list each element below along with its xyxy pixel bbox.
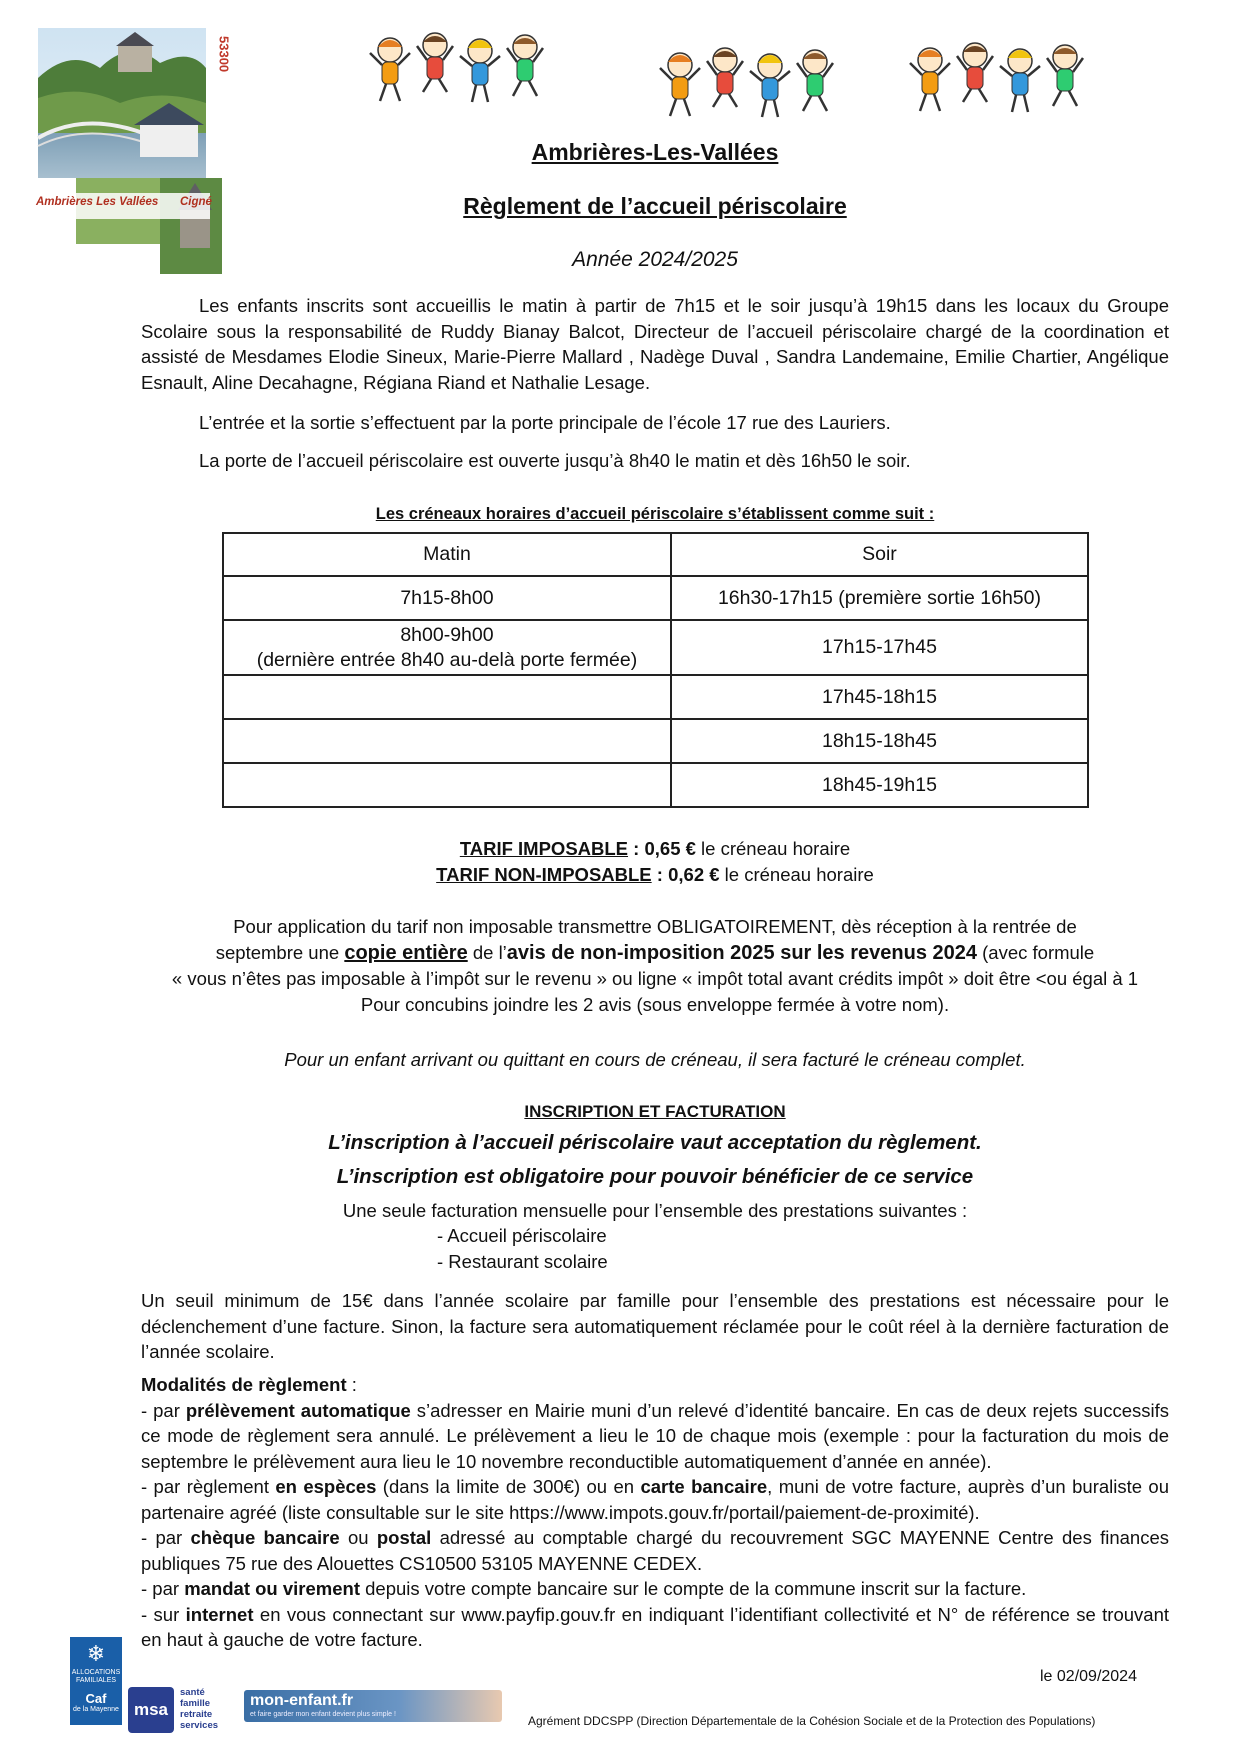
cell-soir-2: 17h15-17h45 (671, 620, 1088, 675)
logo-caption-right: Cigné (180, 196, 212, 208)
tarif-imposable (141, 836, 1169, 862)
modalite-cheque-bold: chèque bancaire (190, 1527, 340, 1548)
msa-logo-text (180, 1687, 218, 1731)
list-item: - Accueil périscolaire (437, 1225, 607, 1246)
caf-text-2: FAMILIALES (75, 1677, 117, 1684)
col-header-soir: Soir (671, 533, 1088, 576)
modalite-carte-bold: carte bancaire (640, 1476, 768, 1497)
intro-paragraph: Les enfants inscrits sont accueillis le matin à partir de 7h15 et le soir jusqu’à 19h15 dans les locaux du Groupe Scolaire sous la responsabilité de Ruddy Bianay Balcot, Directeur de l’accueil périscolaire chargé de la coordination et assisté de Mesdames Elodie Sineux, Marie-Pierre Mallard , Nadège Duval , Sandra Landemaine, Emilie Chartier, Angélique Esnault, Aline Decahagne, Régiana Riand et Nathalie Lesage. (141, 295, 1169, 393)
tarif-imposable-label: TARIF IMPOSABLE (459, 838, 629, 859)
table-row (223, 719, 1088, 763)
page-title (141, 194, 1169, 220)
msa-logo-mark: msa (128, 1687, 174, 1733)
town-title-text: Ambrières-Les-Vallées (531, 139, 779, 165)
modalites-heading (141, 1372, 1169, 1398)
schedule-heading-text: Les créneaux horaires d’accueil périscolaire s’établissent comme suit : (375, 505, 935, 523)
msa-text-1: santé (180, 1687, 205, 1698)
schedule-table (222, 532, 1089, 808)
modalite-prelevement-text: s’adresser en Mairie muni d’un relevé d’identité bancaire. En cas de deux rejets successifs ce mode de règlement sera annulé. Le prélèvement a lieu le 10 de chaque mois (exemple : pour la facturation du mois de septembre le prélèvement aura lieu le 10 novembre reconductible automatiquement d’année en année). (141, 1399, 1169, 1472)
tarif-non-imposable-suffix: le créneau horaire (719, 864, 874, 885)
seuil-paragraph: Un seuil minimum de 15€ dans l’année scolaire par famille pour l’ensemble des prestations est nécessaire pour le déclenchement d’une facture. Sinon, la facture sera automatiquement réclamée pour le coût réel à la dernière facturation de l’année scolaire. (141, 1290, 1169, 1362)
tarif-non-imposable (141, 862, 1169, 888)
inscription-heading (141, 1099, 1169, 1125)
school-year: Année 2024/2025 (572, 248, 738, 271)
town-title (141, 140, 1169, 166)
modalite-especes-text: (dans la limite de 300€) ou en (376, 1476, 641, 1497)
cell-soir-3: 17h45-18h15 (671, 675, 1088, 719)
caf-text-1: ALLOCATIONS (71, 1669, 121, 1676)
table-row (223, 533, 1088, 576)
cell-matin-2-note: (dernière entrée 8h40 au-delà porte fermée) (256, 648, 638, 671)
modalite-internet (141, 1602, 1169, 1653)
modalites-section (141, 1372, 1169, 1653)
schedule-heading (141, 502, 1169, 528)
tarif-non-imposable-label: TARIF NON-IMPOSABLE (436, 864, 652, 885)
prestations-list (437, 1223, 608, 1274)
modalite-prelevement-prefix: - par (141, 1399, 186, 1421)
modalite-prelevement-bold: prélèvement automatique (185, 1399, 411, 1421)
modalite-especes-carte (141, 1474, 1169, 1525)
table-row (223, 576, 1088, 620)
modalites-heading-text: Modalités de règlement (141, 1374, 347, 1395)
inscription-line-1: L’inscription à l’accueil périscolaire vaut acceptation du règlement. (328, 1131, 982, 1154)
cell-matin-2 (223, 620, 671, 675)
tarif-imposable-price: 0,65 € (644, 838, 696, 859)
logo-caption-left: Ambrières Les Vallées (36, 196, 159, 208)
cell-soir-1: 16h30-17h15 (première sortie 16h50) (671, 576, 1088, 620)
table-row (223, 620, 1088, 675)
modalite-internet-text: en vous connectant sur www.payfip.gouv.fr en indiquant l’identifiant collectivité et N° de référence se trouvant en haut à gauche de votre facture. (141, 1603, 1169, 1650)
monenfant-banner (244, 1690, 502, 1722)
cell-matin-2-time: 8h00-9h00 (400, 623, 494, 646)
modalite-cheque-or: ou (339, 1527, 377, 1548)
caf-logo (70, 1637, 122, 1725)
caf-snowflake-icon: ❄ (86, 1641, 106, 1666)
modalite-virement (141, 1576, 1169, 1602)
entry-paragraph: L’entrée et la sortie s’effectuent par la porte principale de l’école 17 rue des Lauriers. (199, 412, 891, 433)
inscription-line-2: L’inscription est obligatoire pour pouvoir bénéficier de ce service (336, 1165, 974, 1188)
modalite-prelevement (141, 1398, 1169, 1475)
cell-soir-4: 18h15-18h45 (671, 719, 1088, 763)
modalite-cheque-prefix: - par (141, 1527, 191, 1548)
non-imposable-instructions (130, 914, 1180, 1017)
avis-non-imposition-text: avis de non-imposition 2025 sur les revenus 2024 (506, 941, 977, 964)
non-imposable-line-2c: de l’ (467, 941, 507, 963)
cell-matin-empty (223, 763, 671, 807)
tarif-non-imposable-price: 0,62 € (668, 864, 720, 885)
modalite-cheque-text: adressé au comptable chargé du recouvrement SGC MAYENNE Centre des finances publiques 75 rue des Alouettes CS10500 53105 MAYENNE CEDEX. (141, 1527, 1170, 1574)
postcode-label (214, 36, 234, 75)
col-header-matin: Matin (223, 533, 671, 576)
cell-matin-empty (223, 675, 671, 719)
non-imposable-line-2 (130, 940, 1180, 967)
postcode-text: 53300 (216, 36, 232, 73)
table-row (223, 763, 1088, 807)
modalite-carte-text: , muni de votre facture, auprès d’un buraliste ou partenaire agréé (liste consultable sur le site https://www.impots.gouv.fr/portail/paiement-de-proximité). (141, 1476, 1170, 1523)
inscription-line-3: Une seule facturation mensuelle pour l’ensemble des prestations suivantes : (342, 1200, 968, 1221)
caf-text-4: de la Mayenne (73, 1706, 119, 1713)
modalites-heading-suffix: : (346, 1374, 357, 1395)
tarif-imposable-sep: : (628, 838, 645, 859)
msa-text-2: famille (180, 1698, 211, 1709)
opening-paragraph: La porte de l’accueil périscolaire est ouverte jusqu’à 8h40 le matin et dès 16h50 le soir. (199, 450, 911, 471)
monenfant-tagline: et faire garder mon enfant devient plus simple ! (250, 1711, 396, 1718)
modalite-virement-text: depuis votre compte bancaire sur le compte de la commune inscrit sur la facture. (359, 1578, 1027, 1599)
non-imposable-line-2a: septembre une (215, 941, 345, 963)
modalite-internet-bold: internet (185, 1603, 254, 1625)
msa-text-4: services (180, 1720, 219, 1731)
modalite-cheque (141, 1525, 1169, 1576)
modalite-especes-prefix: - par règlement (141, 1476, 276, 1497)
non-imposable-line-4: Pour concubins joindre les 2 avis (sous enveloppe fermée à votre nom). (360, 993, 950, 1015)
jumping-kids-icon (360, 30, 1180, 120)
modalite-internet-prefix: - sur (141, 1603, 186, 1625)
cell-matin-empty (223, 719, 671, 763)
inscription-heading-text: INSCRIPTION ET FACTURATION (524, 1102, 786, 1121)
tarif-non-imposable-sep: : (651, 864, 669, 885)
non-imposable-line-2e: (avec formule (977, 941, 1095, 963)
creneau-note: Pour un enfant arrivant ou quittant en cours de créneau, il sera facturé le créneau complet. (284, 1049, 1026, 1070)
non-imposable-line-3: « vous n’êtes pas imposable à l’impôt sur le revenu » ou ligne « impôt total avant crédits impôt » doit être <ou égal à 1 (171, 968, 1139, 989)
cell-soir-5: 18h45-19h15 (671, 763, 1088, 807)
page-title-text: Règlement de l’accueil périscolaire (463, 193, 847, 219)
modalite-virement-bold: mandat ou virement (184, 1578, 360, 1599)
tarif-imposable-suffix: le créneau horaire (695, 838, 851, 859)
copie-entiere-text: copie entière (344, 941, 468, 964)
modalite-postal-bold: postal (376, 1527, 432, 1548)
caf-text-3: Caf (85, 1691, 107, 1706)
cell-matin-1: 7h15-8h00 (223, 576, 671, 620)
list-item: - Restaurant scolaire (437, 1250, 608, 1272)
modalite-especes-bold: en espèces (275, 1476, 377, 1497)
monenfant-title: mon-enfant.fr (250, 1692, 354, 1709)
modalite-virement-prefix: - par (141, 1578, 185, 1599)
non-imposable-line-1: Pour application du tarif non imposable transmettre OBLIGATOIREMENT, dès réception à la rentrée de (233, 916, 1077, 937)
document-date: le 02/09/2024 (1040, 1668, 1137, 1685)
kids-illustration (360, 30, 1180, 120)
agrement-text: Agrément DDCSPP (Direction Départementale de la Cohésion Sociale et de la Protection des Populations) (528, 1714, 1096, 1728)
table-row (223, 675, 1088, 719)
msa-text-3: retraite (180, 1709, 213, 1720)
